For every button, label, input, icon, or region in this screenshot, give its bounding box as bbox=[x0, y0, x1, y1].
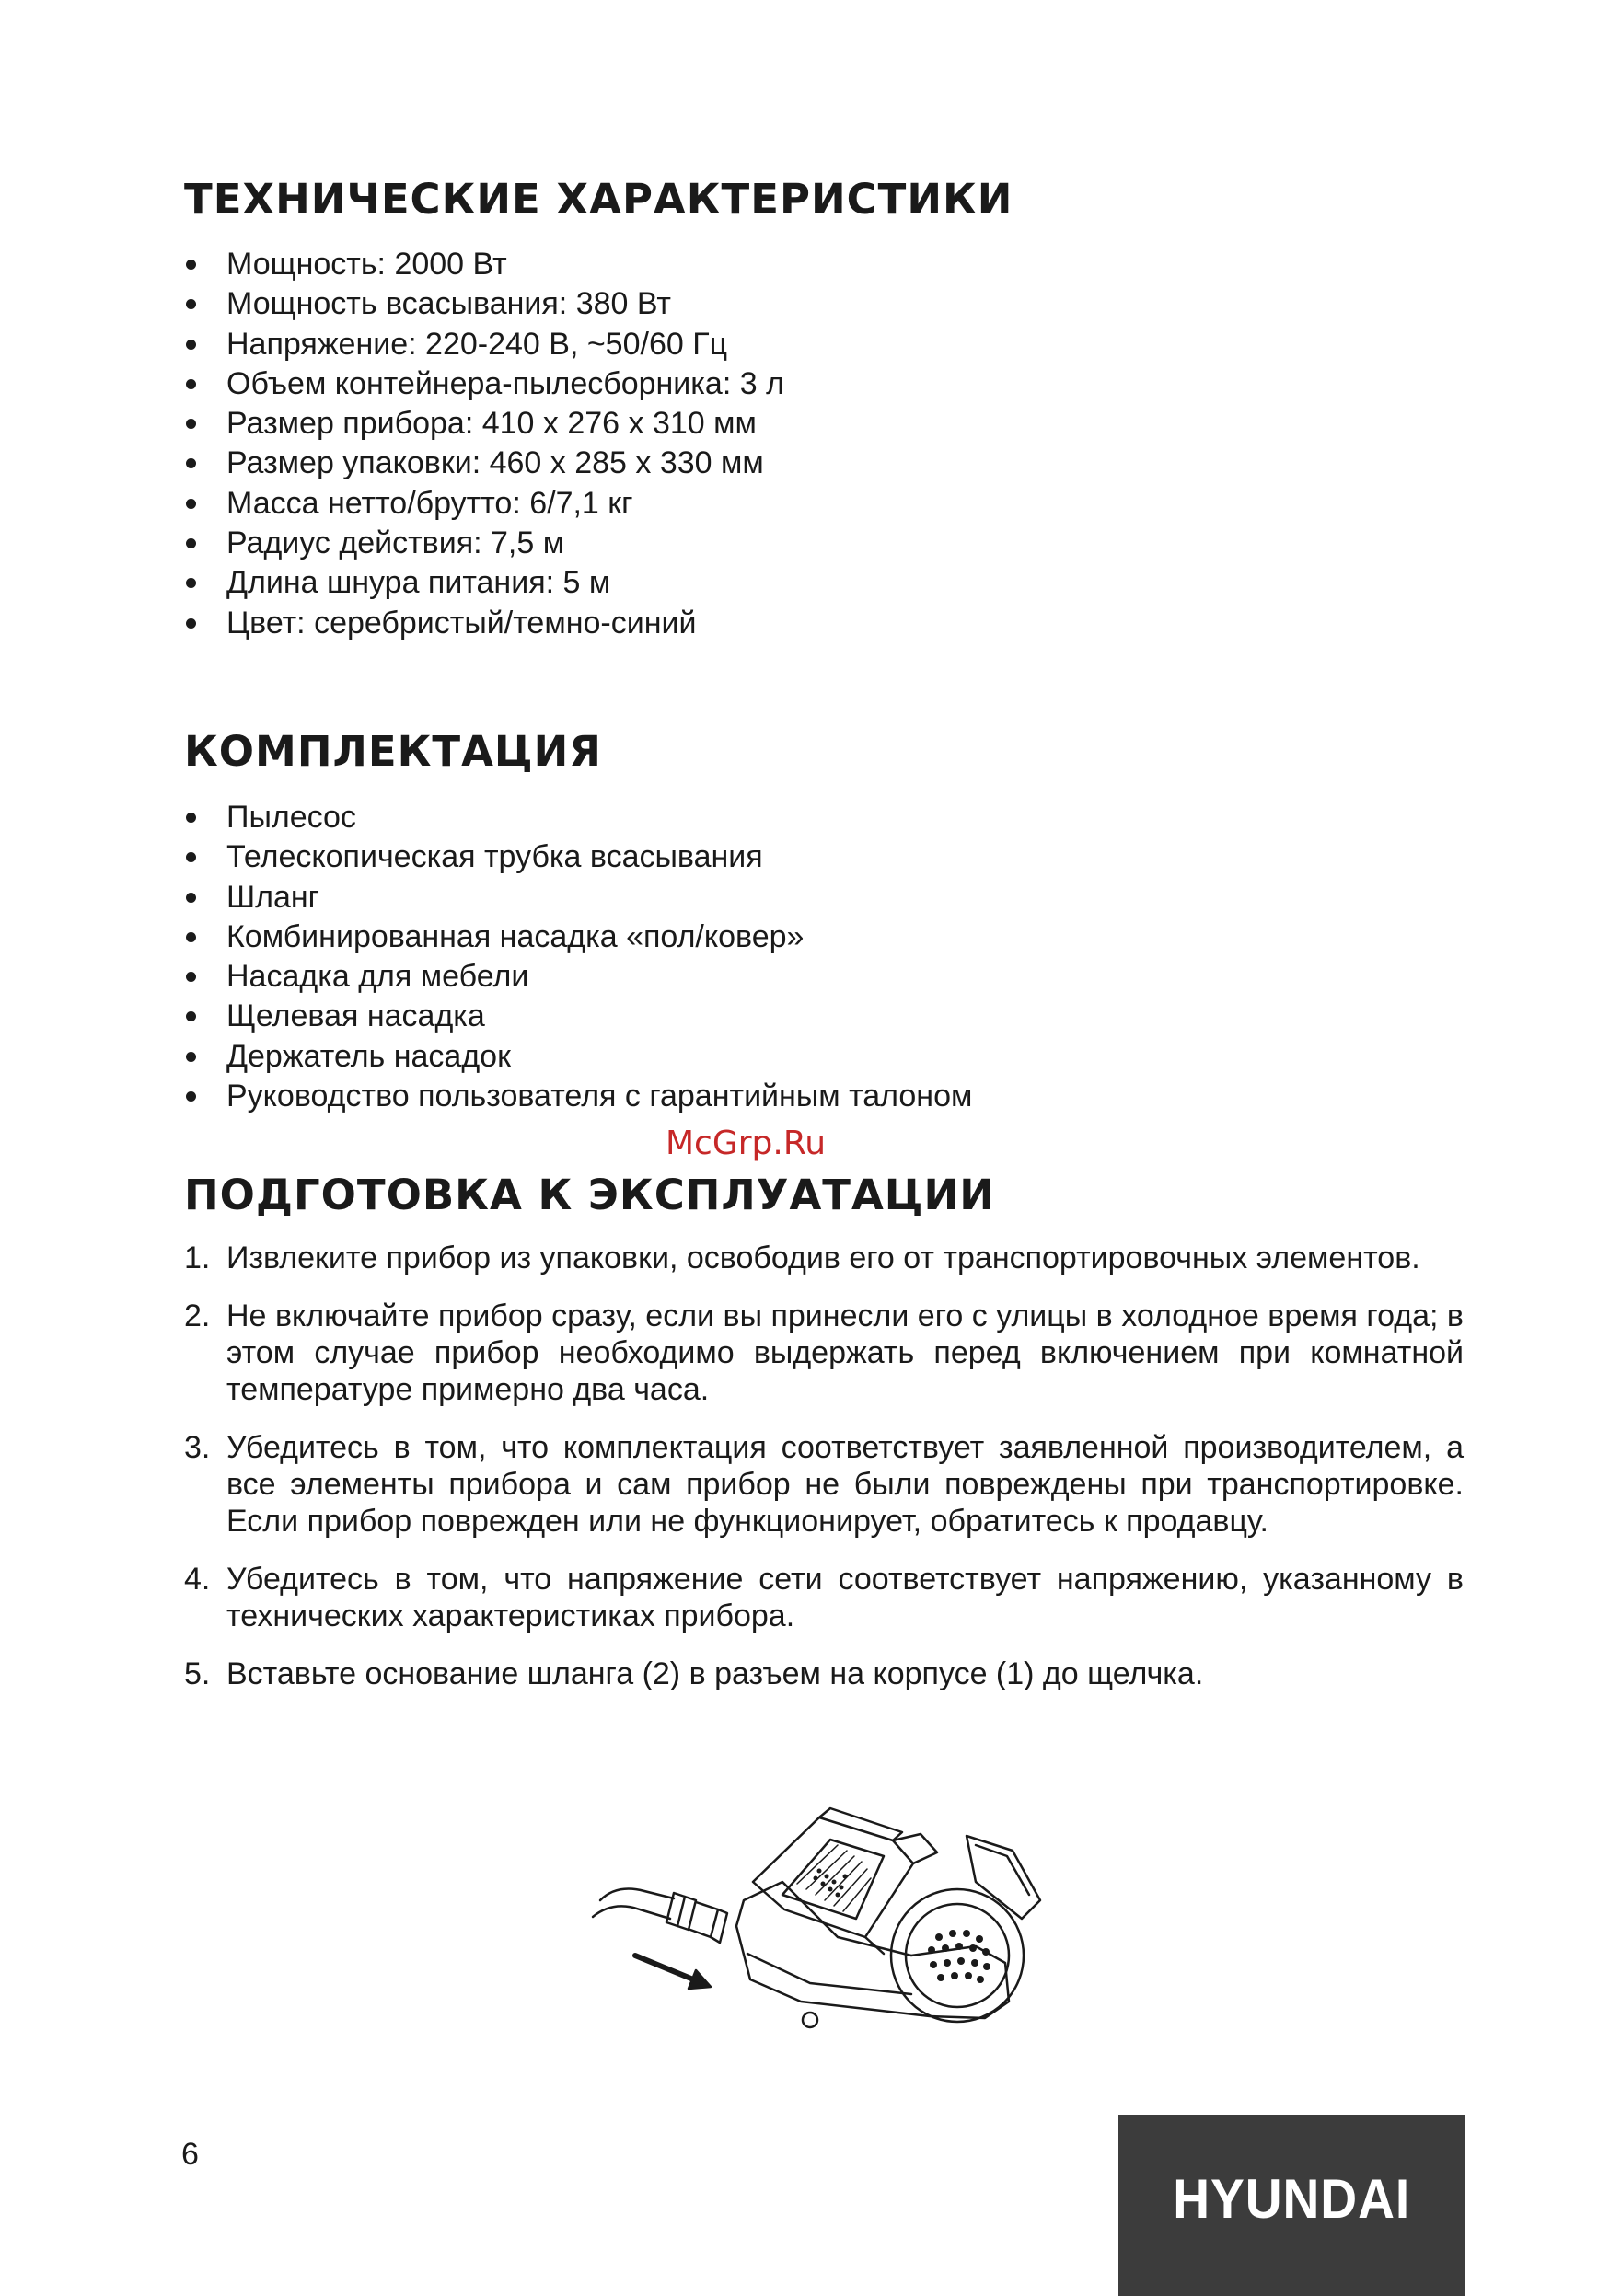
list-item: Длина шнура питания: 5 м bbox=[184, 563, 784, 603]
step-text: Убедитесь в том, что комплектация соответствует заявленной производителем, а все элементы прибора и сам прибор не были повреждены при транспортировке. Если прибор поврежден или не функционирует, обратитесь к продавцу. bbox=[226, 1430, 1464, 1539]
list-item: Мощность: 2000 Вт bbox=[184, 245, 784, 284]
step-number: 1. bbox=[184, 1240, 211, 1275]
list-item: Цвет: серебристый/темно-синий bbox=[184, 604, 784, 643]
list-item: Телескопическая трубка всасывания bbox=[184, 837, 972, 877]
list-item: Объем контейнера-пылесборника: 3 л bbox=[184, 364, 784, 404]
vacuum-hose-illustration bbox=[589, 1799, 1068, 2075]
list-item: Руководство пользователя с гарантийным талоном bbox=[184, 1077, 972, 1116]
step-text: Убедитесь в том, что напряжение сети соответствует напряжению, указанному в технических характеристиках прибора. bbox=[226, 1562, 1464, 1633]
brand-logo bbox=[1118, 2115, 1465, 2296]
step-number: 2. bbox=[184, 1298, 211, 1333]
list-item: Держатель насадок bbox=[184, 1037, 972, 1077]
list-item: Пылесос bbox=[184, 798, 972, 837]
watermark-link[interactable]: McGrp.Ru bbox=[666, 1125, 827, 1162]
list-item: Радиус действия: 7,5 м bbox=[184, 524, 784, 563]
list-item: Напряжение: 220-240 В, ~50/60 Гц bbox=[184, 325, 784, 364]
specs-list bbox=[184, 245, 784, 643]
step-text: Извлеките прибор из упаковки, освободив его от транспортировочных элементов. bbox=[226, 1240, 1420, 1275]
step-item bbox=[184, 1429, 1464, 1540]
list-item: Размер прибора: 410 х 276 х 310 мм bbox=[184, 404, 784, 444]
step-number: 3. bbox=[184, 1430, 211, 1465]
list-item: Шланг bbox=[184, 878, 972, 917]
list-item: Размер упаковки: 460 х 285 х 330 мм bbox=[184, 444, 784, 483]
section-title-preparation: ПОДГОТОВКА К ЭКСПЛУАТАЦИИ bbox=[184, 1171, 995, 1219]
preparation-steps bbox=[184, 1240, 1464, 1713]
list-item: Насадка для мебели bbox=[184, 957, 972, 997]
list-item: Мощность всасывания: 380 Вт bbox=[184, 284, 784, 324]
section-title-kit: КОМПЛЕКТАЦИЯ bbox=[184, 727, 602, 776]
step-item bbox=[184, 1240, 1464, 1276]
step-item bbox=[184, 1298, 1464, 1408]
kit-list bbox=[184, 798, 972, 1116]
insert-arrow-icon bbox=[635, 1956, 698, 1981]
list-item: Щелевая насадка bbox=[184, 997, 972, 1036]
page-number: 6 bbox=[181, 2137, 199, 2172]
step-text: Не включайте прибор сразу, если вы принесли его с улицы в холодное время года; в этом случае прибор необходимо выдержать перед включением при комнатной температуре примерно два часа. bbox=[226, 1298, 1464, 1407]
list-item: Комбинированная насадка «пол/ковер» bbox=[184, 917, 972, 957]
step-number: 5. bbox=[184, 1656, 211, 1691]
brand-logo-text: HYUNDAI bbox=[1173, 2168, 1410, 2230]
step-item bbox=[184, 1656, 1464, 1692]
step-item bbox=[184, 1561, 1464, 1634]
step-text: Вставьте основание шланга (2) в разъем на корпусе (1) до щелчка. bbox=[226, 1656, 1204, 1691]
step-number: 4. bbox=[184, 1562, 211, 1597]
list-item: Масса нетто/брутто: 6/7,1 кг bbox=[184, 484, 784, 524]
section-title-specs: ТЕХНИЧЕСКИЕ ХАРАКТЕРИСТИКИ bbox=[184, 175, 1013, 224]
